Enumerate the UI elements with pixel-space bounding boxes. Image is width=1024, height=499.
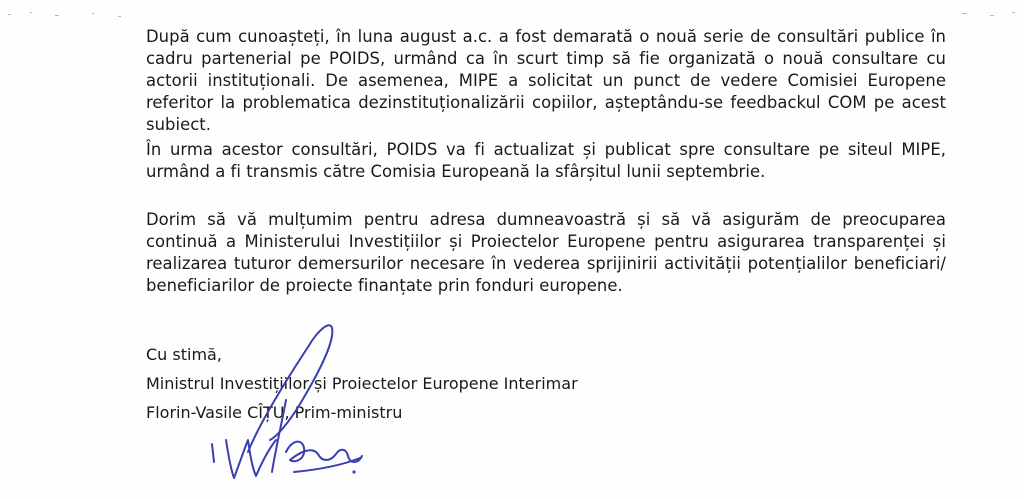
closing-salutation: Cu stimă, [146, 345, 222, 364]
paragraph-thanks: Dorim să vă mulțumim pentru adresa dumneavoastră și să vă asigurăm de preocuparea continuă a Ministerului Investițiilor și Proiectelor Europene pentru asigurarea transparenței și realizarea tuturor demersurilor necesare în vederea sprijinirii activității potențialilor beneficiari/ beneficiarilor de proiecte finanțate prin fonduri europene. [146, 210, 946, 296]
handwritten-signature [190, 312, 370, 487]
signatory-name: Florin-Vasile CÎȚU, Prim-ministru [146, 403, 403, 422]
paragraph-consultations: După cum cunoașteți, în luna august a.c. a fost demarată o nouă serie de consultări publice în cadru partenerial pe POIDS, urmând ca în scurt timp să fie organizată o nouă consultare cu actorii instituționali. De asemenea, MIPE a solicitat un punct de vedere Comisiei Europene referitor la problematica dezinstituționalizării copiilor, așteptându-se feedbackul COM pe acest subiect. [146, 27, 946, 135]
signatory-title: Ministrul Investițiilor și Proiectelor Europene Interimar [146, 374, 578, 393]
paragraph-poids-update: În urma acestor consultări, POIDS va fi actualizat și publicat spre consultare pe siteul MIPE, urmând a fi transmis către Comisia Europeană la sfârșitul lunii septembrie. [146, 140, 946, 182]
